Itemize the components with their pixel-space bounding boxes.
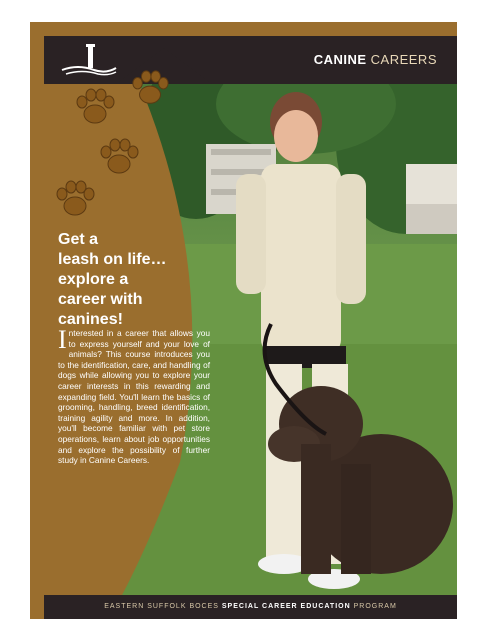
headline xyxy=(58,230,198,330)
description-text: nterested in a career that allows you to express yourself and your love of animals? This course introduces you to the identification, care, and handling of dogs while allowing you to explore your career interests in this rewarding and expanding field. You'll learn the basics of grooming, handling, breed identification, training agility and more. In addition, you'll become familiar with pet store operations, learn about job opportunities and explore the possibility of further study in Canine Careers. xyxy=(58,328,210,466)
paw-print-icon xyxy=(54,178,96,220)
paw-print-icon xyxy=(130,68,170,108)
course-description xyxy=(58,325,210,466)
drop-cap: I xyxy=(58,325,67,354)
footer-bold: SPECIAL CAREER EDUCATION xyxy=(221,603,351,610)
paw-print-icon xyxy=(74,86,116,128)
lighthouse-logo-icon xyxy=(58,42,120,78)
headline-line: Get a xyxy=(58,231,99,248)
flyer-page xyxy=(30,22,457,619)
headline-line: explore a xyxy=(58,271,129,288)
headline-line: leash on life… xyxy=(58,251,167,268)
header-bar xyxy=(44,36,457,84)
headline-line: canines! xyxy=(58,311,123,328)
footer-bar xyxy=(44,595,457,619)
footer-prefix: EASTERN SUFFOLK BOCES xyxy=(104,603,222,610)
footer-suffix: PROGRAM xyxy=(350,603,397,610)
headline-line: career with xyxy=(58,291,143,308)
paw-print-icon xyxy=(98,136,140,178)
page-title: CANINE CAREERS xyxy=(313,52,437,67)
